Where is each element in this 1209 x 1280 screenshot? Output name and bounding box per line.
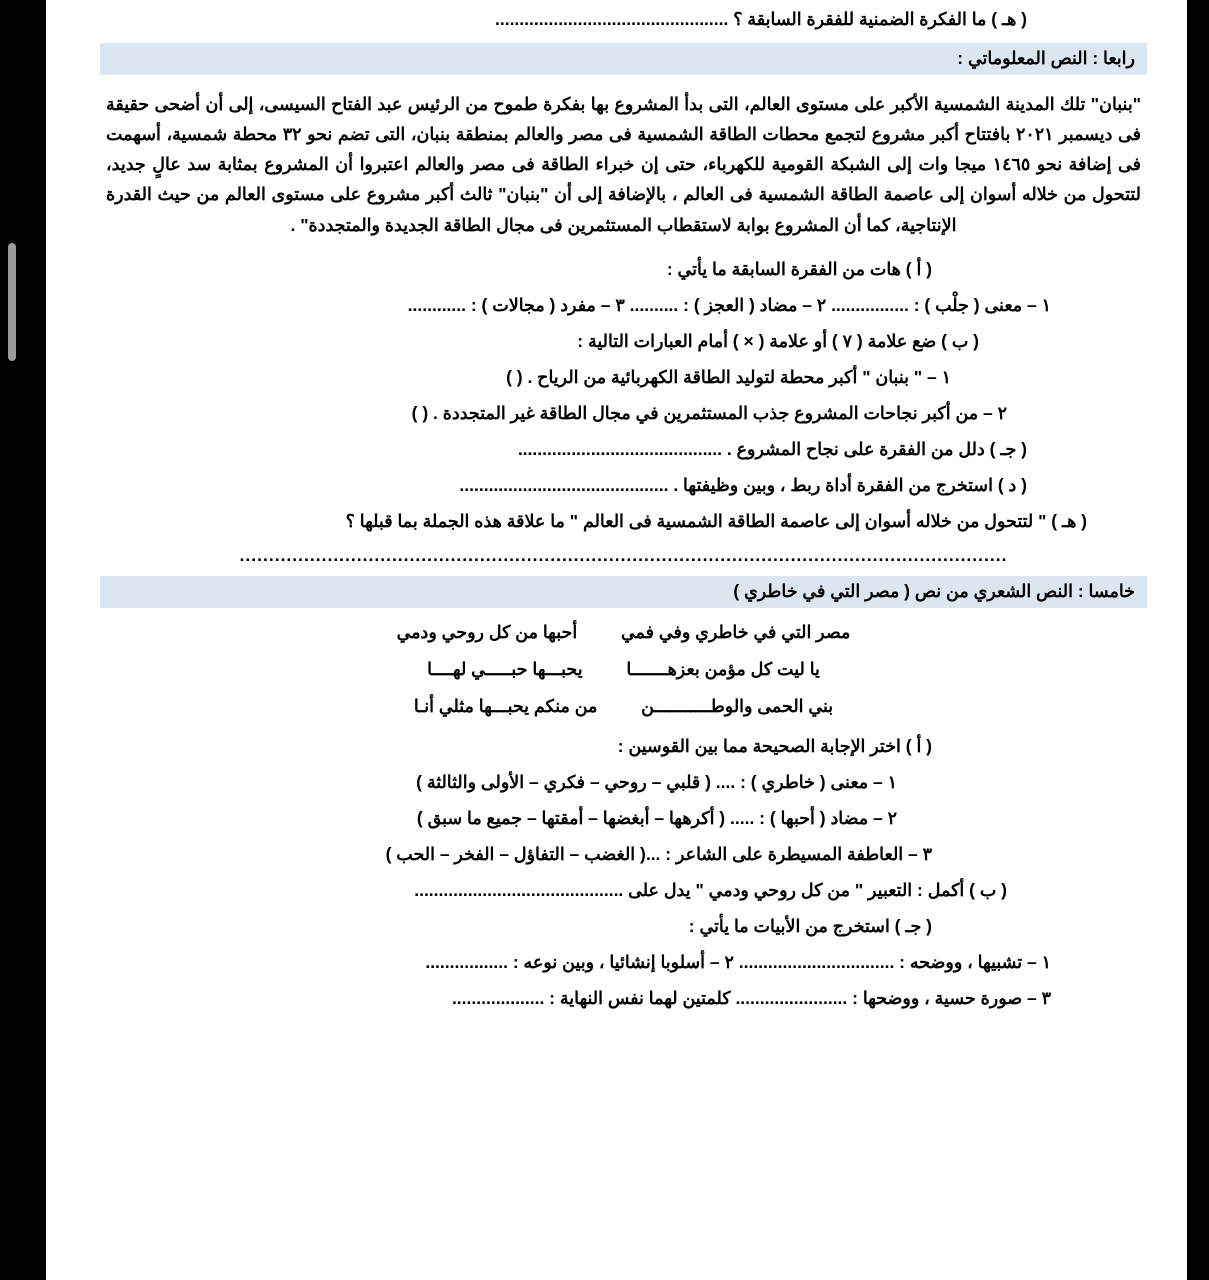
question5-a-item-1: ١ – معنى ( خاطري ) : .... ( قلبي – روحي – فكري – الأولى والثالثة ) xyxy=(416,771,897,792)
question-b-item-2: ٢ – من أكبر نجاحات المشروع جذب المستثمرين في مجال الطاقة غير المتجددة . ( ) xyxy=(411,403,1007,424)
question-a-intro: ( أ ) هات من الفقرة السابقة ما يأتي : xyxy=(666,258,932,279)
question-b-item-1: ١ – " بنبان " أكبر محطة لتوليد الطاقة الكهربائية من الرياح . ( ) xyxy=(506,366,951,387)
question5-c-intro: ( جـ ) استخرج من الأبيات ما يأتي : xyxy=(688,916,932,937)
verse-2-hemistich-a: يا ليت كل مؤمن بعزهـــــــا xyxy=(626,658,820,679)
section-heading-five: خامسا : النص الشعري من نص ( مصر التي في خاطري ) xyxy=(100,576,1147,608)
question-h: ( هـ ) " لتتحول من خلاله أسوان إلى عاصمة الطاقة الشمسية فى العالم " ما علاقة هذه الجملة بما قبلها ؟ xyxy=(345,511,1087,532)
verse-1-hemistich-a: مصر التي في خاطري وفي فمي xyxy=(620,621,851,642)
page-gutter xyxy=(46,0,60,1280)
verse-line-3 xyxy=(100,696,1147,717)
question-b-intro: ( ب ) ضع علامة ( ٧ ) أو علامة ( × ) أمام العبارات التالية : xyxy=(577,330,979,351)
informational-passage: "بنبان" تلك المدينة الشمسية الأكبر على مستوى العالم، التى بدأ المشروع بها بفكرة طموح من الرئيس عبد الفتاح السيسى، إلى أن أضحى حقيقة فى ديسمبر ٢٠٢١ بافتتاح أكبر مشروع لتجمع محطات الطاقة الشمسية فى مصر والعالم بمنطقة بنبان، التى تضم نحو ٣٢ محطة شمسية، أسهمت فى إضافة نحو ١٤٦٥ ميجا وات إلى الشبكة القومية للكهرباء، حتى إن خبراء الطاقة فى مصر والعالم اعتبروا أن المشروع بمثابة سد عالٍ جديد، لتتحول من خلاله أسوان إلى عاصمة الطاقة الشمسية فى العالم ، بالإضافة إلى أن "بنبان" ثالث أكبر مشروع على مستوى العالم من حيث القدرة الإنتاجية، كما أن المشروع بوابة لاستقطاب المستثمرين فى مجال الطاقة الجديدة والمتجددة" . xyxy=(106,94,1142,235)
question-a-items: ١ – معنى ( جلْب ) : ................ ٢ – مضاد ( العجز ) : .......... ٣ – مفرد ( مجالات ) : ............ xyxy=(407,294,1051,315)
verse-2-hemistich-b: يحبـــها حبـــــي لهــــا xyxy=(427,658,583,679)
question5-c-item-2: ٣ – صورة حسية ، ووضحها : ....................... كلمتين لهما نفس النهاية : ................... xyxy=(451,988,1051,1009)
verse-3-hemistich-b: من منكم يحبـــها مثلي أنـا xyxy=(413,695,598,716)
question-c: ( جـ ) دلل من الفقرة على نجاح المشروع . .......................................... xyxy=(517,439,1027,460)
question5-a-intro: ( أ ) اختر الإجابة الصحيحة مما بين القوسين : xyxy=(617,735,932,756)
question5-a-item-3: ٣ – العاطفة المسيطرة على الشاعر : ...( الغضب – التفاؤل – الفخر – الحب ) xyxy=(385,843,932,864)
question5-c-item-1: ١ – تشبيها ، ووضحه : ................................ ٢ – أسلوبا إنشائيا ، وبين نوعه : ................. xyxy=(425,952,1051,973)
question5-b: ( ب ) أكمل : التعبير " من كل روحي ودمي " يدل على ........................................... xyxy=(414,880,1007,901)
section-heading-four: رابعا : النص المعلوماتي : xyxy=(100,43,1147,75)
vertical-scrollbar[interactable] xyxy=(8,243,16,361)
question-h-previous: ( هـ ) ما الفكرة الضمنية للفقرة السابقة ؟ ................................................ xyxy=(494,9,1027,29)
document-page xyxy=(60,0,1187,1280)
question-d: ( د ) استخرج من الفقرة أداة ربط ، وبين وظيفتها . ........................................... xyxy=(459,475,1027,496)
verse-line-2 xyxy=(100,659,1147,680)
page-edge-right xyxy=(1187,0,1209,1280)
answer-dots-line: ................................................................................................................................... xyxy=(239,544,1008,565)
verse-line-1 xyxy=(100,622,1147,643)
question5-a-item-2: ٢ – مضاد ( أحبها ) : ..... ( أكرهها – أبغضها – أمقتها – جميع ما سبق ) xyxy=(416,807,897,828)
verse-1-hemistich-b: أحبها من كل روحي ودمي xyxy=(396,621,578,642)
page-edge-left xyxy=(0,0,46,1280)
verse-3-hemistich-a: بني الحمى والوطـــــــــــن xyxy=(641,695,834,716)
